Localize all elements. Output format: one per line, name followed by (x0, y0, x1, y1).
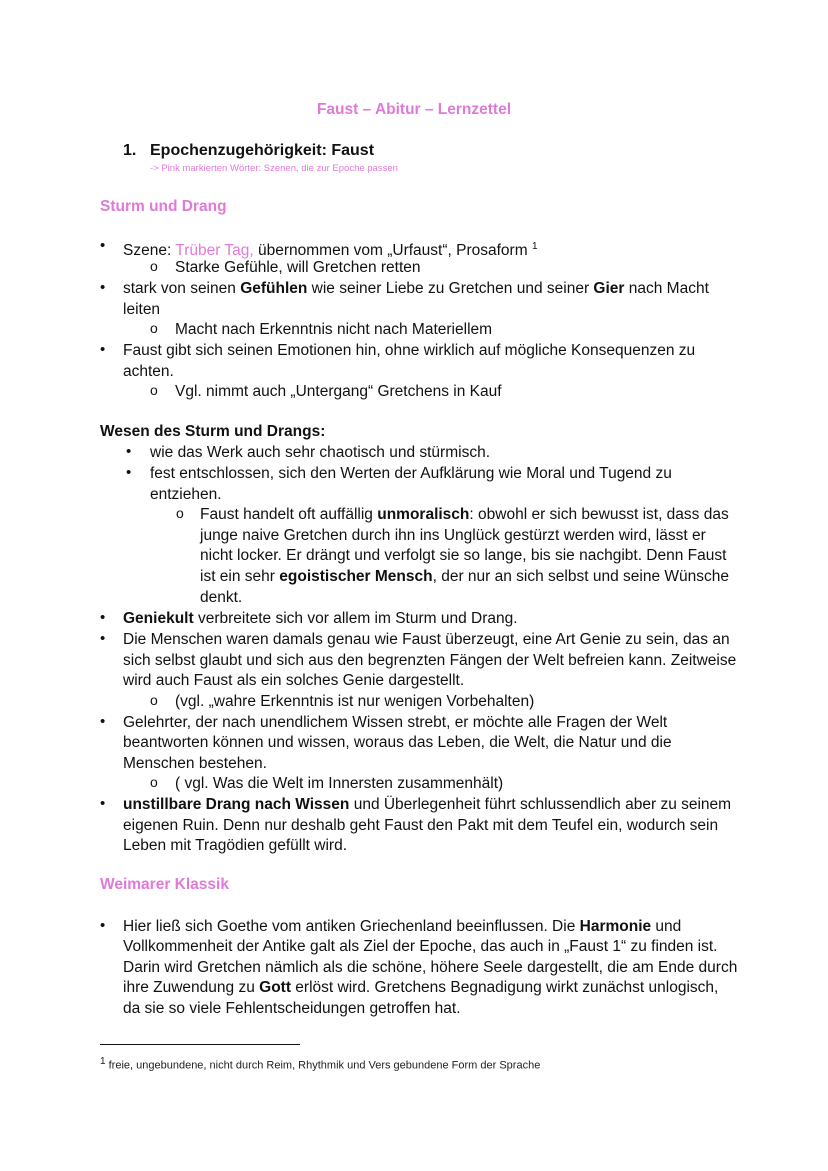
bullet-icon: • (100, 237, 106, 254)
list-item: stark von seinen Gefühlen wie seiner Liebe zu Gretchen und seiner Gier nach Macht (123, 280, 709, 297)
list-item: Gelehrter, der nach unendlichem Wissen strebt, er möchte alle Fragen der Welt (123, 714, 668, 731)
sub-list-item-continued: denkt. (200, 589, 243, 606)
list-item: Faust gibt sich seinen Emotionen hin, ohne wirklich auf mögliche Konsequenzen zu (123, 342, 696, 359)
list-item-continued: Leben mit Tragödien gefüllt wird. (123, 837, 348, 854)
sub-bullet-icon: o (150, 774, 158, 790)
sub-bullet-icon: o (176, 505, 184, 521)
page-title: Faust – Abitur – Lernzettel (316, 101, 512, 118)
sub-bullet-icon: o (150, 320, 158, 336)
sub-list-item-continued: junge naive Gretchen durch ihn ins Unglück gestürzt werden wird, lässt er (200, 527, 706, 544)
bullet-icon: • (100, 713, 106, 730)
sub-bullet-icon: o (150, 382, 158, 398)
list-item-continued: wird auch Faust als ein solches Genie dargestellt. (123, 672, 465, 689)
heading-weimarer-klassik: Weimarer Klassik (100, 876, 229, 893)
footnote: $^1$ freie, ungebundene, nicht durch Reim, Rhythmik und Vers gebundene Form der Sprache (100, 1056, 541, 1072)
sub-list-item: Starke Gefühle, will Gretchen retten (175, 259, 421, 276)
sub-list-item: Faust handelt oft auffällig unmoralisch: obwohl er sich bewusst ist, dass das (200, 506, 729, 523)
list-item: fest entschlossen, sich den Werten der Aufklärung wie Moral und Tugend zu (150, 465, 672, 482)
list-item-continued: leiten (123, 301, 161, 318)
bullet-icon: • (100, 609, 106, 626)
bullet-icon: • (100, 341, 106, 358)
bullet-icon: • (126, 443, 132, 460)
sub-list-item-continued: ist ein sehr egoistischer Mensch, der nur an sich selbst und seine Wünsche (200, 568, 729, 585)
sub-list-item: Vgl. nimmt auch „Untergang“ Gretchens in Kauf (175, 383, 502, 400)
list-item-continued: beantworten können und wissen, woraus das Leben, die Welt, die Natur und die (123, 734, 672, 751)
list-item-continued: Menschen bestehen. (123, 755, 267, 772)
footnote-ref[interactable]: 1 (531, 241, 538, 252)
list-item-continued: Darin wird Gretchen nämlich als die schöne, höhere Seele dargestellt, die am Ende durch (123, 959, 738, 976)
list-item: wie das Werk auch sehr chaotisch und stürmisch. (150, 444, 491, 461)
footnote-divider (100, 1044, 300, 1045)
section-title: Epochenzugehörigkeit: Faust (150, 142, 375, 159)
bullet-icon: • (100, 630, 106, 647)
bullet-icon: • (100, 279, 106, 296)
list-item-continued: ihre Zuwendung zu Gott erlöst wird. Gretchens Begnadigung wirkt zunächst unlogisch, (123, 979, 719, 996)
sub-bullet-icon: o (150, 692, 158, 708)
list-item-continued: Vollkommenheit der Antike galt als Ziel der Epoche, das auch in „Faust 1“ zu finden ist. (123, 938, 718, 955)
sub-list-item: ( vgl. Was die Welt im Innersten zusammenhält) (175, 775, 504, 792)
list-item-continued: achten. (123, 363, 174, 380)
list-item: Hier ließ sich Goethe vom antiken Griechenland beeinflussen. Die Harmonie und (123, 918, 682, 935)
scene-highlight: Trüber Tag, (175, 242, 254, 260)
list-item-continued: entziehen. (150, 486, 222, 503)
sub-list-item: (vgl. „wahre Erkenntnis ist nur wenigen Vorbehalten) (175, 693, 535, 710)
heading-wesen: Wesen des Sturm und Drangs: (100, 423, 326, 440)
list-item: Szene: Trüber Tag, übernommen vom „Urfaust“, Prosaform $^1$ (123, 241, 538, 260)
bullet-icon: • (100, 795, 106, 812)
sub-list-item-continued: nicht locker. Er drängt und verfolgt sie so lange, bis sie nachgibt. Denn Faust (200, 547, 727, 564)
list-item-continued: da sie so viele Fehlentscheidungen getroffen hat. (123, 1000, 461, 1017)
list-item: unstillbare Drang nach Wissen und Überlegenheit führt schlussendlich aber zu seinem (123, 796, 732, 813)
section-number: 1. (123, 142, 137, 159)
bullet-icon: • (126, 464, 132, 481)
heading-sturm-und-drang: Sturm und Drang (100, 198, 227, 215)
section-note: -> Pink markierten Wörter: Szenen, die zur Epoche passen (150, 163, 398, 174)
list-item-continued: eigenen Ruin. Denn nur deshalb geht Faust den Pakt mit dem Teufel ein, wodurch sein (123, 817, 719, 834)
list-item: Geniekult verbreitete sich vor allem im Sturm und Drang. (123, 610, 518, 627)
bullet-icon: • (100, 917, 106, 934)
sub-bullet-icon: o (150, 258, 158, 274)
sub-list-item: Macht nach Erkenntnis nicht nach Materiellem (175, 321, 493, 338)
list-item-continued: sich selbst glaubt und sich aus den begrenzten Fängen der Welt befreien kann. Zeitweise (123, 652, 737, 669)
list-item: Die Menschen waren damals genau wie Faust überzeugt, eine Art Genie zu sein, das an (123, 631, 730, 648)
